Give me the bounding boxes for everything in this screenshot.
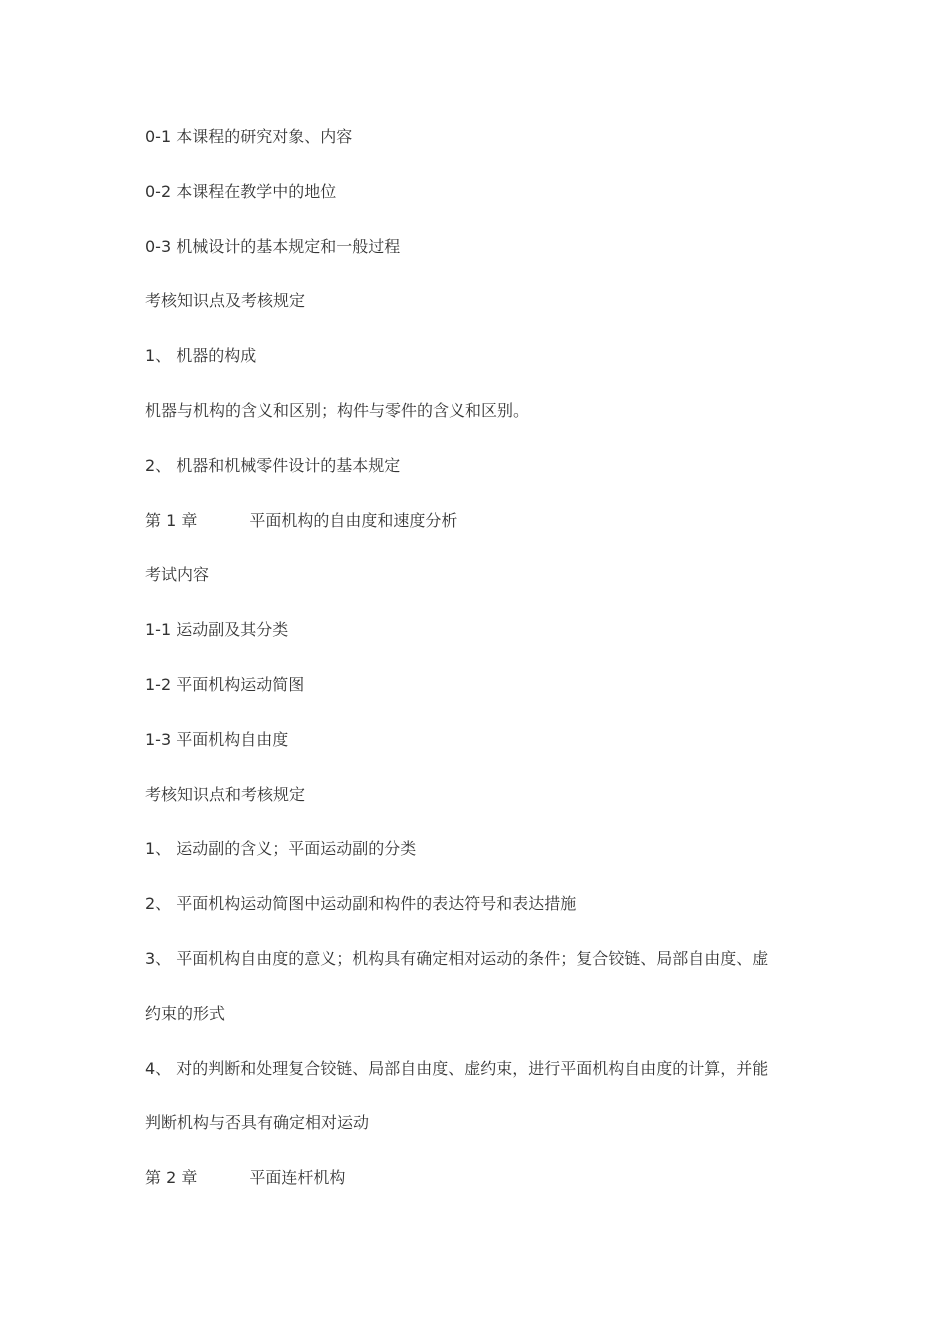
chapter-1-item-3: 3、 平面机构自由度的意义；机构具有确定相对运动的条件；复合铰链、局部自由度、虚 xyxy=(145,948,769,968)
chapter-1-item-3-continued: 约束的形式 xyxy=(145,1003,226,1023)
assessment-item-1: 1、 机器的构成 xyxy=(145,346,257,366)
chapter-2-label: 第 2 章 xyxy=(145,1168,198,1188)
section-0-2: 0-2 本课程在教学中的地位 xyxy=(145,181,337,201)
chapter-1-label: 第 1 章 xyxy=(145,510,198,530)
assessment-item-2: 2、 机器和机械零件设计的基本规定 xyxy=(145,455,401,475)
assessment-heading: 考核知识点及考核规定 xyxy=(145,291,306,311)
exam-content-heading: 考试内容 xyxy=(145,565,210,585)
chapter-1-heading xyxy=(145,508,805,563)
section-0-3: 0-3 机械设计的基本规定和一般过程 xyxy=(145,236,401,256)
chapter-1-assessment-heading: 考核知识点和考核规定 xyxy=(145,784,306,804)
chapter-1-item-4-continued: 判断机构与否具有确定相对运动 xyxy=(145,1113,370,1133)
document-body xyxy=(145,124,805,1220)
section-1-3: 1-3 平面机构自由度 xyxy=(145,729,289,749)
section-1-1: 1-1 运动副及其分类 xyxy=(145,620,289,640)
assessment-item-1-detail: 机器与机构的含义和区别；构件与零件的含义和区别。 xyxy=(145,400,530,420)
chapter-2-heading xyxy=(145,1165,805,1220)
chapter-2-title: 平面连杆机构 xyxy=(249,1168,346,1188)
chapter-1-title: 平面机构的自由度和速度分析 xyxy=(249,510,458,530)
section-1-2: 1-2 平面机构运动简图 xyxy=(145,674,305,694)
chapter-1-item-4: 4、 对的判断和处理复合铰链、局部自由度、虚约束，进行平面机构自由度的计算，并能 xyxy=(145,1058,769,1078)
chapter-1-item-2: 2、 平面机构运动简图中运动副和构件的表达符号和表达措施 xyxy=(145,894,577,914)
chapter-1-item-1: 1、 运动副的含义；平面运动副的分类 xyxy=(145,839,417,859)
section-0-1: 0-1 本课程的研究对象、内容 xyxy=(145,127,353,146)
